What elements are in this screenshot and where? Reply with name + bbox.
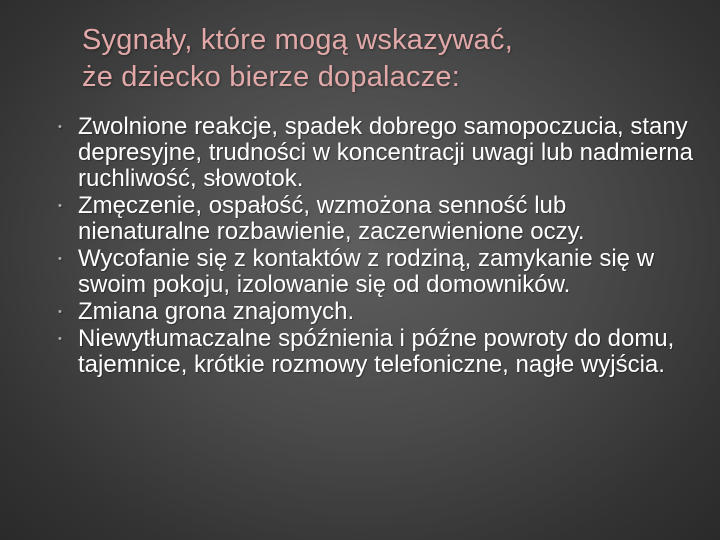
- list-item-text: Zmęczenie, ospałość, wzmożona senność lub nienaturalne rozbawienie, zaczerwienione oczy.: [78, 192, 585, 245]
- list-item: [58, 326, 703, 378]
- list-item: [58, 299, 703, 325]
- list-item-text: Niewytłumaczalne spóźnienia i późne powroty do domu, tajemnice, krótkie rozmowy telefoniczne, nagłe wyjścia.: [78, 325, 675, 378]
- bullet-icon: •: [58, 333, 62, 345]
- list-item-text: Wycofanie się z kontaktów z rodziną, zamykanie się w swoim pokoju, izolowanie się od domowników.: [78, 245, 655, 298]
- title-line: że dziecko bierze dopalacze:: [82, 61, 460, 93]
- list-item: [58, 193, 703, 245]
- list-item: [58, 246, 703, 298]
- bullet-icon: •: [58, 121, 62, 133]
- slide-title: [82, 22, 682, 96]
- list-item: [58, 114, 703, 192]
- title-line: Sygnały, które mogą wskazywać,: [82, 24, 513, 56]
- list-item-text: Zmiana grona znajomych.: [78, 298, 355, 325]
- list-item-text: Zwolnione reakcje, spadek dobrego samopoczucia, stany depresyjne, trudności w koncentracji uwagi lub nadmierna ruchliwość, słowotok.: [78, 113, 693, 192]
- bullet-icon: •: [58, 200, 62, 212]
- bullet-icon: •: [58, 253, 62, 265]
- bullet-list: [58, 114, 703, 379]
- bullet-icon: •: [58, 306, 62, 318]
